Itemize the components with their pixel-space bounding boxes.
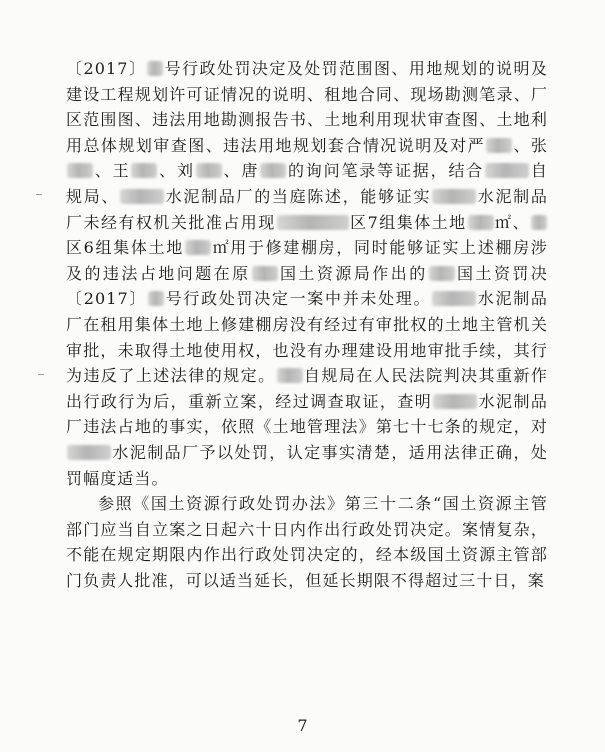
- redacted-text: [432, 189, 476, 204]
- page-number: 7: [297, 716, 308, 735]
- text-run: 水泥制品厂予以处罚，认定事实清楚，适用法律正确，处罚幅度适当。: [66, 442, 548, 488]
- text-run: 自规局在人民法院判决其重新作出行政行为后，重新立案，经过调查取证，查明: [66, 366, 549, 411]
- text-run: 的询问笔录等证据，结合: [287, 161, 485, 181]
- text-run: 、刘: [158, 161, 195, 181]
- redacted-text: [429, 266, 455, 281]
- redacted-text: [185, 240, 211, 255]
- text-run: 、王: [94, 161, 131, 181]
- text-run: 号行政处罚决定及处罚范围图、用地规划的说明及建设工程规划许可证情况的说明、租地合同、现场勘测笔录、厂区范围图、违法用地勘测报告书、土地利用现状审查图、土地利用总体规划审查图、违法用地规划套合情况说明及对严: [66, 59, 548, 155]
- scan-mark: [36, 194, 42, 195]
- text-run: 国土资源局作出的: [278, 263, 428, 283]
- text-run: 号行政处罚决定一案中并未处理。: [165, 289, 432, 309]
- redacted-text: [252, 266, 278, 281]
- text-run: 水泥制品厂未经有权机关批准占用现: [66, 186, 548, 232]
- redacted-text: [67, 163, 93, 178]
- redacted-text: [196, 163, 222, 178]
- document-body: [66, 56, 548, 593]
- text-run: 、唐: [222, 161, 260, 181]
- text-run: ㎡用于修建棚房，同时能够证实上述棚房涉及的违法占地问题在原: [66, 238, 548, 283]
- redacted-text: [468, 215, 494, 230]
- redacted-text: [277, 215, 349, 230]
- paragraph-1: [66, 56, 548, 491]
- paragraph-2: 参照《国土资源行政处罚办法》第三十二条“国土资源主管部门应当自立案之日起六十日内作出行政处罚决定。案情复杂，不能在规定期限内作出行政处罚决定的，经本级国土资源主管部门负责人批准，可以适当延长，但延长期限不得超过三十日，案: [66, 494, 548, 590]
- text-run: 区7组集体土地: [349, 212, 467, 232]
- redacted-text: [260, 163, 286, 178]
- redacted-text: [131, 163, 157, 178]
- text-run: 国土资罚决〔2017〕: [66, 263, 548, 309]
- scan-mark: [38, 374, 44, 375]
- text-run: 水泥制品厂的当庭陈述，能够证实: [165, 186, 432, 206]
- text-run: ㎡、: [494, 212, 531, 232]
- text-run: 区6组集体土地: [66, 238, 184, 258]
- redacted-text: [485, 163, 529, 178]
- redacted-text: [486, 138, 512, 153]
- redacted-text: [147, 61, 163, 76]
- redacted-text: [277, 368, 303, 383]
- redacted-text: [432, 291, 476, 306]
- redacted-text: [148, 291, 164, 306]
- redacted-text: [433, 394, 477, 409]
- text-run: 水泥制品厂违法占地的事实，依照《土地管理法》第七十七条的规定，对: [66, 391, 548, 437]
- text-run: 〔2017〕: [66, 59, 147, 78]
- text-run: 自规局、: [66, 161, 548, 206]
- text-run: 水泥制品厂在租用集体土地上修建棚房没有经过有审批权的土地主管机关审批，未取得土地使用权，也没有办理建设用地审批手续，其行为违反了上述法律的规定。: [66, 289, 548, 386]
- redacted-text: [67, 445, 111, 460]
- redacted-text: [531, 215, 547, 230]
- redacted-text: [120, 189, 164, 204]
- text-run: 、张: [513, 135, 549, 155]
